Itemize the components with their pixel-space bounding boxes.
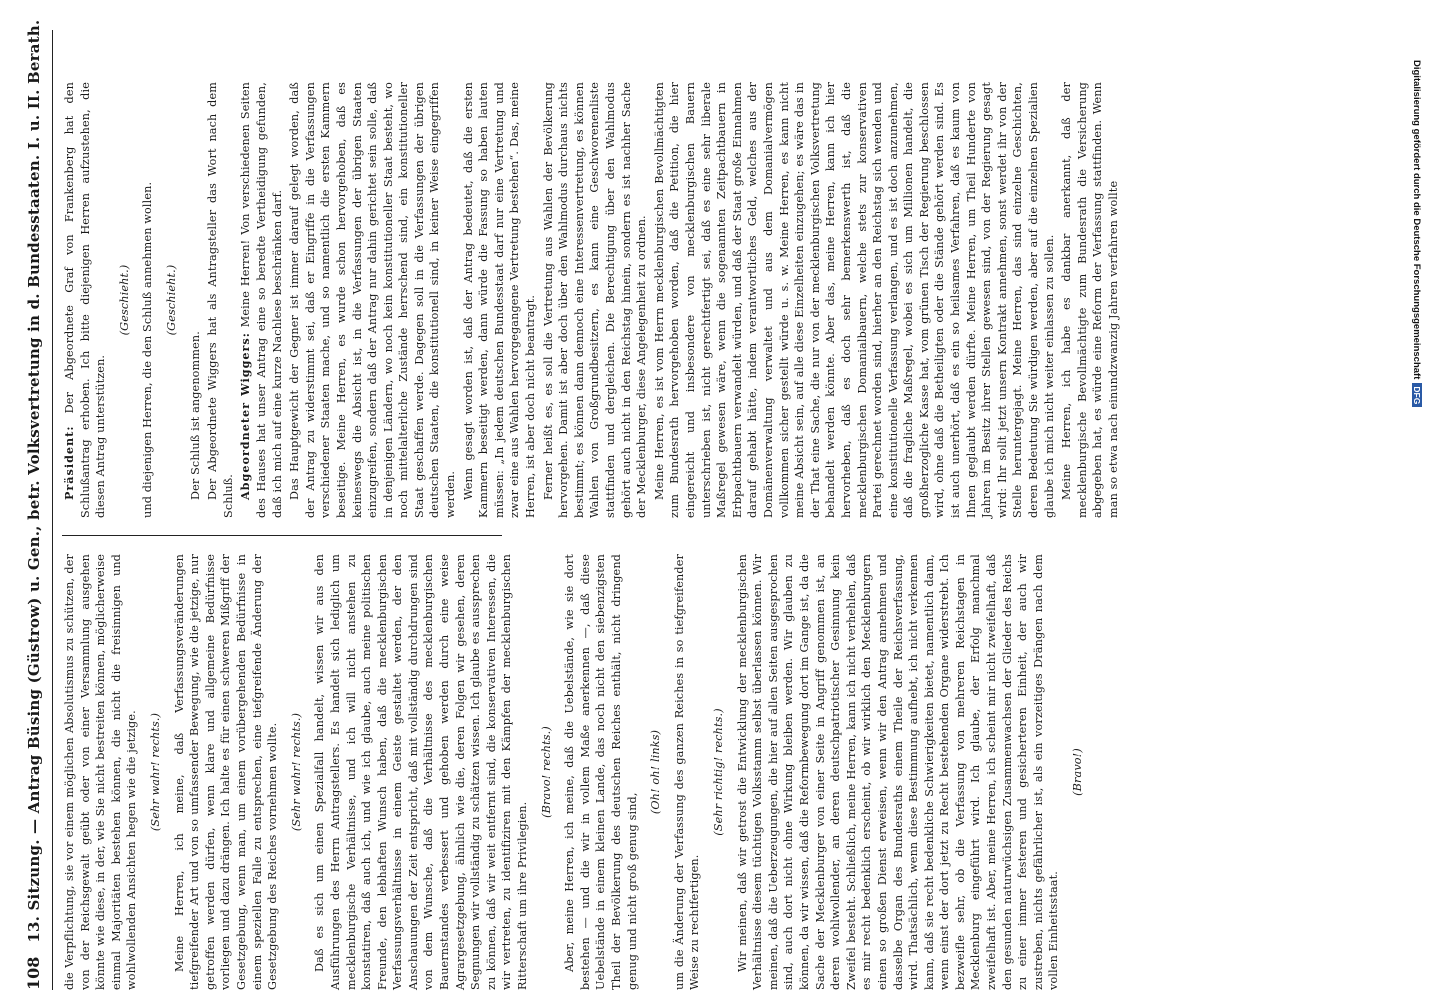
paragraph: Aber, meine Herren, ich meine, daß die Uebelstände, wie sie dort bestehen — und die wir in vollem Maße anerkennen —, daß diese Uebelstände in einem kleinen Lande, das noch nicht den siebenzigsten Theil der Bevölkerung des deutschen Reiches enthält, nicht dringend genug und nicht groß genug sind, bbox=[563, 554, 639, 990]
speaker-name: Abgeordneter Wiggers: bbox=[238, 332, 253, 500]
paragraph: um die Änderung der Verfassung des ganzen Reiches in so tiefgreifender Weise zu rechtfertigen. bbox=[672, 554, 702, 990]
paragraph-text: Der Abgeordnete Graf von Frankenberg hat den Schlußantrag erhoben. Ich bitte diejenigen Herren aufzustehen, die diesen Antrag unterstützen. bbox=[63, 82, 108, 518]
paragraph bbox=[62, 82, 109, 518]
interjection: (Sehr wahr! rechts.) bbox=[148, 712, 162, 832]
dfg-badge: DFG bbox=[1412, 383, 1422, 407]
paragraph bbox=[238, 82, 285, 518]
interjection: (Bravo! rechts.) bbox=[539, 726, 553, 818]
paragraph: Der Abgeordnete Wiggers hat als Antragsteller das Wort nach dem Schluß. bbox=[206, 82, 235, 518]
page-header bbox=[24, 19, 50, 990]
speaker-name: Präsident: bbox=[62, 425, 76, 500]
right-column bbox=[62, 82, 1124, 518]
interjection: (Sehr richtig! rechts.) bbox=[711, 708, 725, 836]
digitization-note bbox=[1410, 60, 1426, 940]
paragraph: Das Hauptgewicht der Gegner ist immer darauf gelegt worden, daß der Antrag zu widerstimmt sei, daß er Eingriffe in die Verfassungen verschiedener Staaten mache, und so namentlich die ersten Kammern beseitige. Meine Herren, es wurde schon hervorgehoben, daß es keineswegs die Absicht ist, in die Verfassungen der übrigen Staaten einzugreifen, sondern daß der Antrag nur dahin gerichtet sein solle, daß in denjenigen Ländern, wo noch kein konstitutioneller Staat besteht, wo noch mittelalterliche Zustände herrschend sind, ein konstitutioneller Staat geschaffen werde. Dagegen soll in die Verfassungen der übrigen deutschen Staaten, die konstitutionell sind, in keiner Weise eingegriffen werden. bbox=[288, 82, 458, 518]
paragraph: Meine Herren, ich habe es dankbar anerkannt, daß der mecklenburgische Bevollmächtigte zum Bundesrath die Versicherung abgegeben hat, es würde eine Reform der Verfassung stattfinden. Wenn man so etwa nach einundzwanzig Jahren verfahren wollte bbox=[1060, 82, 1120, 518]
paragraph: Wir meinen, daß wir getrost die Entwicklung der mecklenburgischen Verhältnisse diesem tüchtigen Volksstamm selbst überlassen können. Wir meinen, daß die Ueberzeugungen, die hier auf allen Seiten ausgesprochen sind, auch dort nicht ohne Wirkung bleiben werden. Wir glauben zu können, da wir wissen, daß die Reformbewegung dort im Gange ist, da die Sache der Mecklenburger von einer Seite in Angriff genommen ist, an deren wohlwollender, an deren deutschpatriotischer Gesinnung kein Zweifel besteht. Schließlich, meine Herren, kann ich nicht verhehlen, daß es mir recht bedenklich erscheint, ob wir wirklich den Mecklenburgern einen so großen Dienst erweisen, wenn wir den Antrag annehmen und dasselbe Organ des Bundesraths einem Theile der Reichsverfassung, wird. Thatsächlich, wenn diese Bestimmung aufhebt, ich nicht verkennen kann, daß sie recht bedenkliche Schwierigkeiten bietet, namentlich dann, wenn einst der dort jetzt zu Recht bestehenden Organe widerstrebt. Ich bezweifle sehr, ob die Verfassung von mehreren Reichstagen in Mecklenburg eingeführt wird. Ich glaube, der Erfolg manchmal zweifelhaft ist. Aber, meine Herren, ich scheint mir nicht zweifelhaft, daß den gesunden naturwüchsigen Zusammenwachsen der Glieder des Reichs zu einer immer festeren und gesicherteren Einheit, der auch wir zustreben, nichts gefährlicher ist, als ein vorzeitiges Drängen nach dem vollen Einheitsstaat. bbox=[735, 554, 1061, 990]
paragraph: Der Schluß ist angenommen. bbox=[188, 331, 202, 500]
interjection: (Sehr wahr! rechts.) bbox=[289, 712, 303, 832]
column-separator bbox=[62, 535, 502, 536]
header-rule bbox=[52, 30, 53, 990]
interjection: (Geschieht.) bbox=[117, 264, 131, 336]
left-column bbox=[62, 554, 1094, 990]
interjection: (Oh! oh! links) bbox=[649, 729, 663, 815]
paragraph: Daß es sich um einen Spezialfall handelt, wissen wir aus den Ausführungen des Herrn Antragstellers. Es handelt sich lediglich um mecklenburgische Verhältnisse, und ich will nicht anstehen zu konstatiren, daß auch ich, und wie ich glaube, auch meine politischen Freunde, den lebhaften Wunsch haben, daß die mecklenburgischen Verfassungsverhältnisse in einem Geiste gestaltet werden, der den Anschauungen der Zeit entspricht, daß mit vollständig durchdrungen sind von dem Wunsche, daß die Verhältnisse des mecklenburgischen Bauernstandes verbessert und gehoben werden durch eine weise Agrargesetzgebung, ähnlich wie die, deren Folgen wir gesehen, deren Segnungen wir vollständig zu schätzen wissen. Ich glaube es aussprechen zu können, daß wir weit entfernt sind, die konservativen Interessen, die wir vertreten, zu identifiziren mit den Kämpfen der mecklenburgischen Ritterschaft um ihre Privilegien. bbox=[313, 554, 530, 990]
paragraph: die Verpflichtung, sie vor einem möglichen Absolutismus zu schützen, der von der Reichsgewalt geübt oder von einer Versammlung ausgehen könnte wie diese, in der, wie Sie nicht bestreiten können, möglicherweise einmal Majoritäten bestehen können, die nicht die freisinnigen und wohlwollenden Ansichten hegen wie die jetzige. bbox=[63, 554, 139, 990]
paragraph: Meine Herren, ich meine, daß Verfassungsveränderungen tiefgreifender Art und von so umfassender Bewegung, wie die jetzige, nur getroffen werden dürfen, wenn klare und allgemeine Bedürfnisse vorliegen und dazu drängen. Ich halte es für einen schweren Mißgriff der Gesetzgebung, wenn man, um einem vorübergehenden Bedürfnisse in einem speziellen Falle zu entsprechen, eine tiefgreifende Änderung der Gesetzgebung des Reiches vornehmen wollte. bbox=[172, 554, 280, 990]
running-title: 13. Sitzung. — Antrag Büsing (Güstrow) u. Gen., betr. Volksvertretung in d. Bundesstaaten. I. u. II. Berath. bbox=[25, 19, 43, 943]
paragraph-text: Meine Herren! Von verschiedenen Seiten des Hauses hat unser Antrag eine so beredte Vertheidigung gefunden, daß ich mich auf eine kurze Nachlese beschränken darf. bbox=[239, 82, 284, 518]
paragraph: Meine Herren, es ist vom Herrn mecklenburgischen Bevollmächtigten zum Bundesrath hervorgehoben worden, daß die Petition, die hier eingereicht und insbesondere von mecklenburgischen Bauern unterschrieben ist, nicht gerechtfertigt sei, daß es eine sehr liberale Maßregel gewesen wäre, wenn die sogenannten Zeitpachtbauern in Erbpachtbauern verwandelt würden, und daß der Staat große Einnahmen darauf gehabt hätte, indem verantwortliches Geld, welches aus der Domänenverwaltung verwaltet und aus dem Domanialvermögen vollkommen sicher gestellt würde u. s. w. Meine Herren, es kann nicht meine Absicht sein, auf alle diese Einzelheiten einzugehen; es wäre das in der That eine Sache, die nur von der mecklenburgischen Volksvertretung behandelt werden könnte. Aber das, meine Herren, kann ich hier hervorheben, daß es doch sehr bemerkenswerth ist, daß die mecklenburgischen Domanialbauern, welche stets zur konservativen Partei gerechnet worden sind, hierher an den Reichstag sich wenden und eine konstitutionelle Verfassung verlangen, und es ist doch anzunehmen, daß die fragliche Maßregel, wobei es sich um Millionen handelt, die großherzogliche Kasse hat, vom grünen Tisch der Regierung beschlossen wird, ohne daß die Betheiligten oder die Stände gehört werden sind. Es ist auch unerhört, daß es ein so heilsames Verfahren, daß es kaum von Ihnen geglaubt werden dürfte. Meine Herren, um Theil Hunderte von Jahren im Besitz ihrer Stellen gewesen sind, von der Regierung gesagt wird: Ihr sollt jetzt unsern Kontrakt annehmen, sonst werdet ihr von der Stelle heruntergejagt. Meine Herren, das sind einzelne Geschichten, deren Bedeutung Sie würdigen werden, aber auf die einzelnen Spezialien glaube ich mich nicht weiter einlassen zu sollen. bbox=[652, 82, 1056, 518]
paragraph: Ferner heißt es, es soll die Vertretung aus Wahlen der Bevölkerung hervorgehen. Damit ist aber doch über den Wahlmodus durchaus nichts bestimmt; es können dann dennoch eine Interessenvertretung, es können Wahlen von Großgrundbesitzern, es kann eine Geschworenenliste stattfinden und dergleichen. Die Berechtigung über den Wahlmodus gehört auch nicht in den Reichstag hinein, sondern es ist nachher Sache der Mecklenburger, diese Angelegenheit zu ordnen. bbox=[541, 82, 649, 518]
interjection: (Geschieht.) bbox=[164, 264, 178, 336]
paragraph: Wenn gesagt worden ist, daß der Antrag bedeutet, daß die ersten Kammern beseitigt werden, dann würde die Fassung so haben lauten müssen: „In jedem deutschen Bundesstaat darf nur eine Vertretung und zwar eine aus Wahlen hervorgegangene Vertretung bestehen“. Das, meine Herren, ist aber doch nicht beantragt. bbox=[461, 82, 538, 518]
rotated-page-content bbox=[24, 19, 1424, 990]
digitization-note-text: Digitalisierung gefördert durch die Deutsche Forschungsgemeinschaft bbox=[1411, 60, 1422, 380]
page-number: 108 bbox=[24, 956, 43, 990]
paragraph: und diejenigen Herren, die den Schluß annehmen wollen. bbox=[141, 181, 155, 518]
interjection: (Bravo!) bbox=[1071, 748, 1085, 796]
